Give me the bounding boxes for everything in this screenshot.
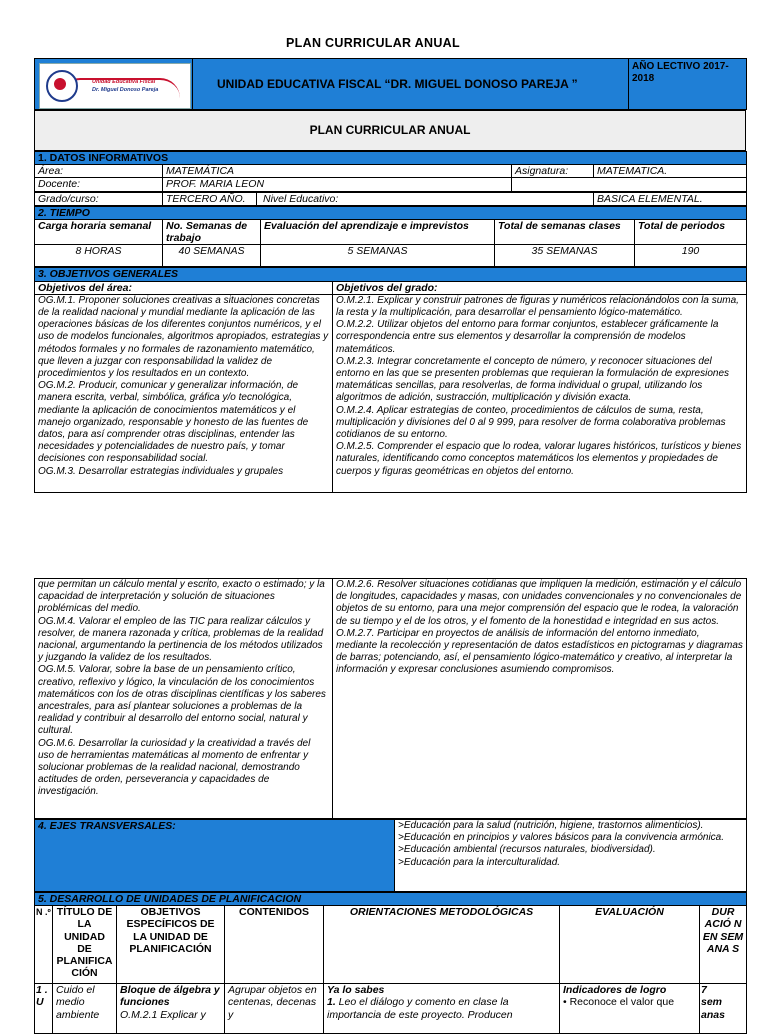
tiempo-value-carga: 8 HORAS <box>35 245 163 267</box>
unit-objectives-block: Bloque de álgebra y funciones <box>120 984 220 1009</box>
subtitle-table <box>34 110 746 151</box>
unit-title: Cuido el medio ambiente <box>53 984 117 1034</box>
logo-emblem-icon <box>46 70 78 102</box>
logo-text-line1: Unidad Educativa Fiscal <box>92 79 156 85</box>
ejes-list <box>395 820 747 892</box>
unit-methodology-step-text: Leo el diálogo y comento en clase la importancia de este proyecto. Producen <box>327 996 513 1021</box>
asignatura-value: MATEMATICA. <box>594 165 747 178</box>
unidades-header-titulo: TÍTULO DE LA UNIDAD DE PLANIFICA CIÓN <box>53 906 117 984</box>
objetivos-cont-table <box>34 578 747 819</box>
eje-item: >Educación en principios y valores básicos para la convivencia armónica. <box>398 832 725 844</box>
grado-label: Grado/curso: <box>35 192 163 205</box>
unit-objectives <box>117 984 225 1034</box>
objetivos-area-text: OG.M.1. Proponer soluciones creativas a situaciones concretas de la realidad nacional y mundial mediante la aplicación de las operaciones básicas de los diferentes conjuntos numéricos, y el uso de modelos funcionales, algoritmos apropiados, estrategias y métodos formales y no formales de razonamiento matemático, que lleven a juzgar con responsabilidad la validez de procedimientos y los resultados en un contexto. OG.M.2. Producir, comunicar y generalizar información, de manera escrita, verbal, simbólica, gráfica y/o tecnológica, mediante la aplicación de conocimientos matemáticos y el manejo organizado, responsable y honesto de las fuentes de datos, para así comprender otras disciplinas, entender las necesidades y potencialidades de nuestro país, y tomar decisiones con responsabilidad social. OG.M.3. Desarrollar estrategias individuales y grupales <box>35 294 333 492</box>
unit-duration-unit: sem anas <box>701 996 725 1021</box>
unit-objectives-text: O.M.2.1 Explicar y <box>120 1008 206 1021</box>
logo-cell <box>35 59 193 110</box>
tiempo-header-semanas: No. Semanas de trabajo <box>163 220 261 245</box>
unit-methodology-title: Ya lo sabes <box>327 984 385 997</box>
school-year: AÑO LECTIVO 2017-2018 <box>629 59 747 110</box>
subtitle: PLAN CURRICULAR ANUAL <box>35 111 746 151</box>
grado-value: TERCERO AÑO. <box>163 192 257 205</box>
unit-evaluation-title: Indicadores de logro <box>563 984 667 997</box>
objetivos-grado-header: Objetivos del grado: <box>333 281 747 294</box>
nivel-value: BASICA ELEMENTAL. <box>594 192 747 205</box>
eje-item: >Educación ambiental (recursos naturales, biodiversidad). <box>398 844 656 856</box>
unidades-header-n: N .º <box>35 906 53 984</box>
unit-evaluation <box>560 984 700 1034</box>
unidades-header-objetivos: OBJETIVOS ESPECÍFICOS DE LA UNIDAD DE PLANIFICACIÓN <box>117 906 225 984</box>
table-row <box>35 984 747 1034</box>
page-one <box>34 58 746 493</box>
unit-evaluation-text: • Reconoce el valor que <box>563 996 675 1009</box>
ejes-table <box>34 819 747 892</box>
tiempo-value-evaluacion: 5 SEMANAS <box>261 245 495 267</box>
area-value: MATEMÁTICA <box>163 165 512 178</box>
tiempo-value-total-semanas: 35 SEMANAS <box>495 245 635 267</box>
unit-methodology <box>324 984 560 1034</box>
section-heading-tiempo: 2. TIEMPO <box>35 206 747 219</box>
unit-methodology-text <box>327 996 556 1020</box>
objetivos-grado-text: O.M.2.1. Explicar y construir patrones de figuras y numéricos relacionándolos con la suma, la resta y la multiplicación, para desarrollar el pensamiento lógico-matemático. O.M.2.2. Utilizar objetos del entorno para formar conjuntos, establecer gráficamente la correspondencia entre sus elementos y desarrollar la comprensión de modelos matemáticos. O.M.2.3. Integrar concretamente el concepto de número, y reconocer situaciones del entorno en las que se presenten problemas que requieran la formulación de expresiones matemáticas sencillas, para resolverlas, de forma individual o grupal, utilizando los algoritmos de adición, sustracción, multiplicación y división exacta. O.M.2.4. Aplicar estrategias de conteo, procedimientos de cálculos de suma, resta, multiplicación y divisiones del 0 al 9 999, para resolver de forma colaborativa problemas cotidianos de su entorno. O.M.2.5. Comprender el espacio que lo rodea, valorar lugares históricos, turísticos y bienes naturales, identificando como conceptos matemáticos los elementos y propiedades de cuerpos y figuras geométricas en objetos del entorno. <box>333 294 747 492</box>
tiempo-value-periodos: 190 <box>635 245 747 267</box>
unidades-header-contenidos: CONTENIDOS <box>225 906 324 984</box>
unit-duration <box>700 984 747 1034</box>
tiempo-header-periodos: Total de periodos <box>635 220 747 245</box>
page-title: PLAN CURRICULAR ANUAL <box>286 36 460 50</box>
objetivos-grado-text-cont: O.M.2.6. Resolver situaciones cotidianas que impliquen la medición, estimación y el cálculo de longitudes, capacidades y masas, con unidades convencionales y no convencionales de objetos de su entorno, para una mejor comprensión del espacio que le rodea, la valoración de su tiempo y el de los otros, y el fomento de la honestidad e integridad en sus actos. O.M.2.7. Participar en proyectos de análisis de información del entorno inmediato, mediante la recolección y representación de datos estadísticos en pictogramas y diagramas de barras; potenciando, así, el pensamiento lógico-matemático y creativo, al interpretar la información y expresar conclusiones asumiendo compromisos. <box>333 579 747 819</box>
tiempo-header-total-semanas: Total de semanas clases <box>495 220 635 245</box>
docente-value: PROF. MARIA LEON <box>163 178 512 191</box>
section-heading-datos: 1. DATOS INFORMATIVOS <box>35 152 747 165</box>
unidades-header-duracion: DUR ACIÓ N EN SEM ANA S <box>700 906 747 984</box>
unidades-header-evaluacion: EVALUACIÓN <box>560 906 700 984</box>
unit-duration-value: 7 <box>701 984 707 997</box>
tiempo-table <box>34 206 747 268</box>
unidades-header-orientaciones: ORIENTACIONES METODOLÓGICAS <box>324 906 560 984</box>
section-heading-ejes: 4. EJES TRANSVERSALES: <box>35 820 395 892</box>
unit-number: 1 . U <box>35 984 53 1034</box>
objetivos-table <box>34 267 747 492</box>
logo-text-line2: Dr. Miguel Donoso Pareja <box>92 87 159 93</box>
docente-label: Docente: <box>35 178 163 191</box>
header-table <box>34 58 747 110</box>
section-heading-objetivos: 3. OBJETIVOS GENERALES <box>35 268 747 281</box>
unidades-table <box>34 892 747 1034</box>
eje-item: >Educación para la interculturalidad. <box>398 856 561 868</box>
tiempo-header-carga: Carga horaria semanal <box>35 220 163 245</box>
page-two <box>34 578 746 1034</box>
grado-table <box>34 192 747 206</box>
empty-cell <box>512 178 747 191</box>
asignatura-label: Asignatura: <box>512 165 594 178</box>
unit-methodology-step: 1. <box>327 996 336 1009</box>
datos-informativos-table <box>34 151 747 192</box>
school-name: UNIDAD EDUCATIVA FISCAL “DR. MIGUEL DONOSO PAREJA ” <box>193 59 629 110</box>
area-label: Área: <box>35 165 163 178</box>
section-heading-unidades: 5. DESARROLLO DE UNIDADES DE PLANIFICACION <box>35 893 747 906</box>
nivel-label: Nivel Educativo: <box>257 192 594 205</box>
tiempo-header-evaluacion: Evaluación del aprendizaje e imprevistos <box>261 220 495 245</box>
school-logo <box>39 63 191 109</box>
objetivos-area-text-cont: que permitan un cálculo mental y escrito, exacto o estimado; y la capacidad de interpretación y solución de situaciones problémicas del medio. OG.M.4. Valorar el empleo de las TIC para realizar cálculos y resolver, de manera razonada y crítica, problemas de la realidad nacional, argumentando la pertinencia de los métodos utilizados y juzgando la validez de los resultados. OG.M.5. Valorar, sobre la base de un pensamiento crítico, creativo, reflexivo y lógico, la vinculación de los conocimientos matemáticos con los de otras disciplinas científicas y los saberes ancestrales, para así plantear soluciones a problemas de la realidad y contribuir al desarrollo del entorno social, natural y cultural. OG.M.6. Desarrollar la curiosidad y la creatividad a través del uso de herramientas matemáticas al momento de enfrentar y solucionar problemas de la realidad nacional, demostrando actitudes de orden, perseverancia y capacidades de investigación. <box>35 579 333 819</box>
tiempo-value-semanas: 40 SEMANAS <box>163 245 261 267</box>
objetivos-area-header: Objetivos del área: <box>35 281 333 294</box>
unit-contents: Agrupar objetos en centenas, decenas y <box>225 984 324 1034</box>
eje-item: >Educación para la salud (nutrición, higiene, trastornos alimenticios). <box>398 820 704 831</box>
